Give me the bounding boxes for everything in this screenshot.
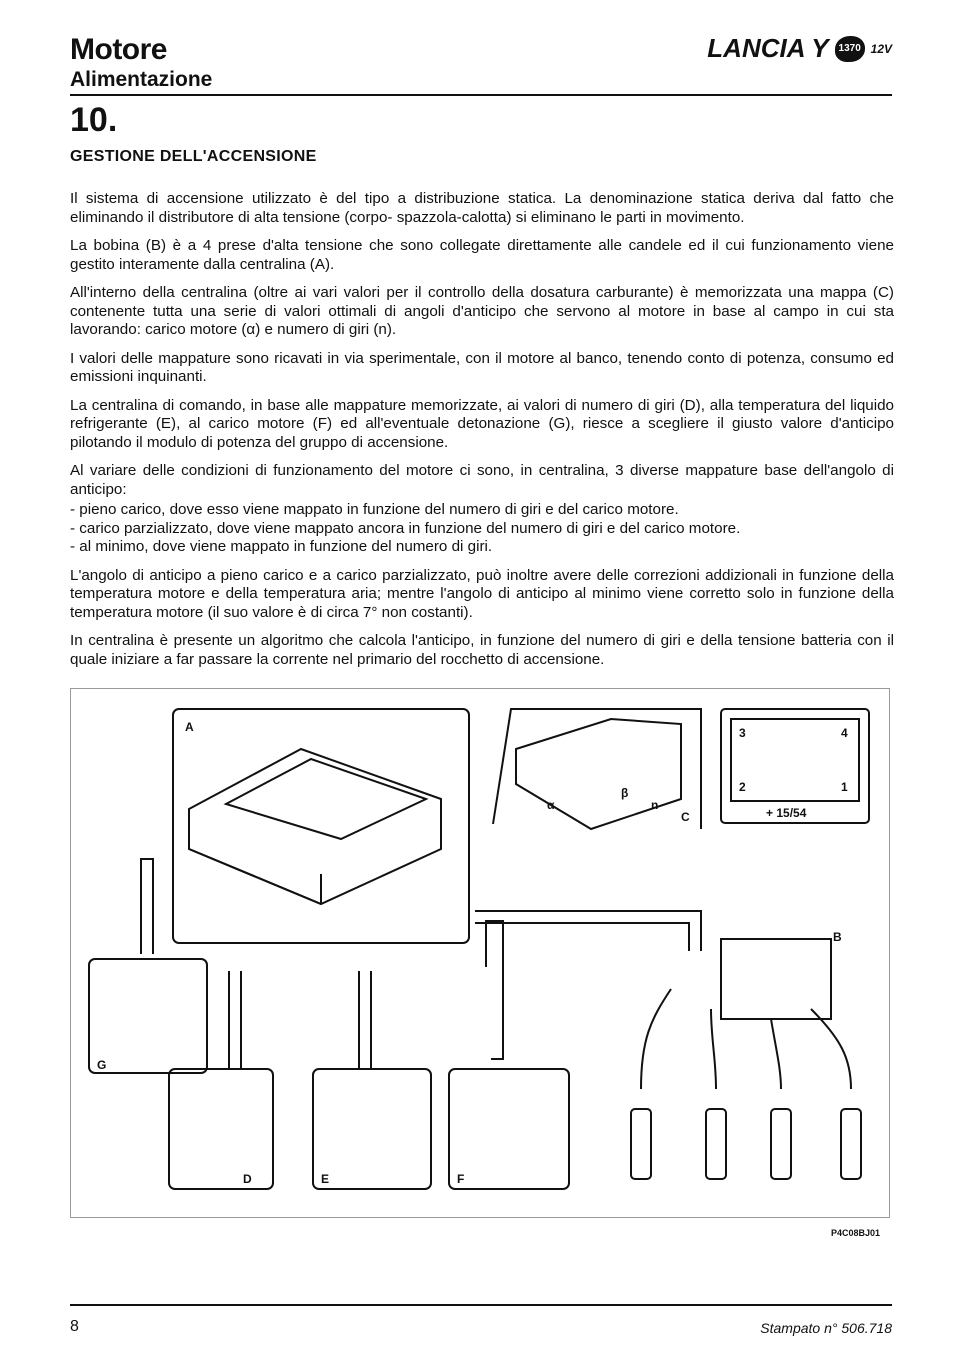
pipe-g-to-a [141, 859, 153, 954]
temp-sensor-box [313, 1069, 431, 1189]
knock-sensor-box [89, 959, 207, 1073]
engine-badge-suffix: 12V [870, 41, 892, 56]
paragraph: I valori delle mappature sono ricavati in via sperimentale, con il motore al banco, tenendo conto di potenza, consumo ed emissioni inquinanti. [70, 349, 894, 385]
ecu-unit [189, 749, 441, 904]
label-g: G [97, 1058, 107, 1072]
paragraph: L'angolo di anticipo a pieno carico e a carico parzializzato, può inoltre avere delle correzioni addizionali in funzione della temperatura motore e della temperatura aria; mentre l'angolo di anticipo al minimo viene corretto solo in funzione della temperatura motore (il suo valore è di circa 7° non costanti). [70, 566, 894, 621]
rpm-sensor-box [169, 1069, 273, 1189]
ecu-box [173, 709, 469, 943]
paragraph: Il sistema di accensione utilizzato è del tipo a distribuzione statica. La denominazione statica deriva dal fatto che eliminando il distributore di alta tensione (corpo- spazzola-calotta) si eliminano le parti in movimento. [70, 190, 894, 226]
ecu-lid [226, 759, 426, 839]
ignition-diagram-svg [71, 689, 889, 1217]
section-title: Motore [70, 33, 167, 66]
label-coil-2: 2 [739, 780, 746, 794]
body-text [70, 190, 894, 679]
section-heading: GESTIONE DELL'ACCENSIONE [70, 148, 317, 165]
load-sensor-box [449, 1069, 569, 1189]
label-d: D [243, 1172, 252, 1186]
list-item: - pieno carico, dove esso viene mappato in funzione del numero di giri e del carico motore. [70, 501, 679, 518]
pipe-a-to-b [475, 911, 701, 951]
label-c: C [681, 810, 690, 824]
ignition-diagram [70, 688, 890, 1218]
label-beta: β [621, 786, 629, 800]
paragraph: In centralina è presente un algoritmo che calcola l'anticipo, in funzione del numero di giri e della tensione batteria con il quale iniziare a far passare la corrente nel primario del rocchetto di accensione. [70, 632, 894, 668]
chapter-number: 10. [70, 101, 118, 139]
label-coil-terminal: + 15/54 [766, 806, 807, 820]
label-alpha: α [547, 798, 555, 812]
label-coil-4: 4 [841, 726, 848, 740]
header-rule [70, 94, 892, 96]
hv-leads [641, 989, 851, 1089]
spark-plugs [631, 1109, 861, 1179]
label-coil-1: 1 [841, 780, 848, 794]
label-a: A [185, 720, 194, 734]
page-number: 8 [70, 1318, 79, 1335]
brand-header [707, 33, 892, 64]
brand-name: LANCIA Y [707, 33, 829, 63]
ecu-edge [189, 849, 321, 904]
pipe-f-to-a [486, 921, 503, 1059]
section-subtitle: Alimentazione [70, 68, 213, 91]
paragraph: La centralina di comando, in base alle mappature memorizzate, ai valori di numero di giri (D), alla temperatura del liquido refrigerante (E), al carico motore (F) ed all'eventuale detonazione (G), riesce a scegliere il giusto valore d'anticipo pilotando il modulo di potenza del gruppo di accensione. [70, 396, 894, 451]
map-box-frame [493, 709, 701, 829]
label-e: E [321, 1172, 330, 1186]
footer-rule [70, 1304, 892, 1306]
pipes-d-e-to-a [229, 971, 371, 1069]
paragraph: La bobina (B) è a 4 prese d'alta tensione che sono collegate direttamente alle candele ed il cui funzionamento viene gestito interamente dalla centralina (A). [70, 237, 894, 273]
mapping-list [70, 501, 894, 557]
engine-badge: 1370 [835, 36, 865, 62]
paragraph: Al variare delle condizioni di funzionamento del motore ci sono, in centralina, 3 diverse mappature base dell'angolo di anticipo: [70, 462, 894, 498]
print-reference: Stampato n° 506.718 [760, 1320, 892, 1336]
label-f: F [457, 1172, 465, 1186]
label-b: B [833, 930, 842, 944]
map-surface [516, 719, 681, 829]
label-n: n [651, 798, 659, 812]
label-coil-3: 3 [739, 726, 746, 740]
paragraph: All'interno della centralina (oltre ai vari valori per il controllo della dosatura carburante) è memorizzata una mappa (C) contenente tutta una serie di valori ottimali di angoli d'anticipo che servono al motore in base al campo in cui sta lavorando: carico motore (α) e numero di giri (n). [70, 284, 894, 338]
list-item: - carico parzializzato, dove viene mappato ancora in funzione del numero di giri e del carico motore. [70, 519, 741, 537]
coil-schematic-inner [731, 719, 859, 801]
list-item: - al minimo, dove viene mappato in funzione del numero di giri. [70, 538, 493, 555]
figure-code: P4C08BJ01 [830, 1228, 880, 1238]
ignition-coil [721, 939, 831, 1019]
